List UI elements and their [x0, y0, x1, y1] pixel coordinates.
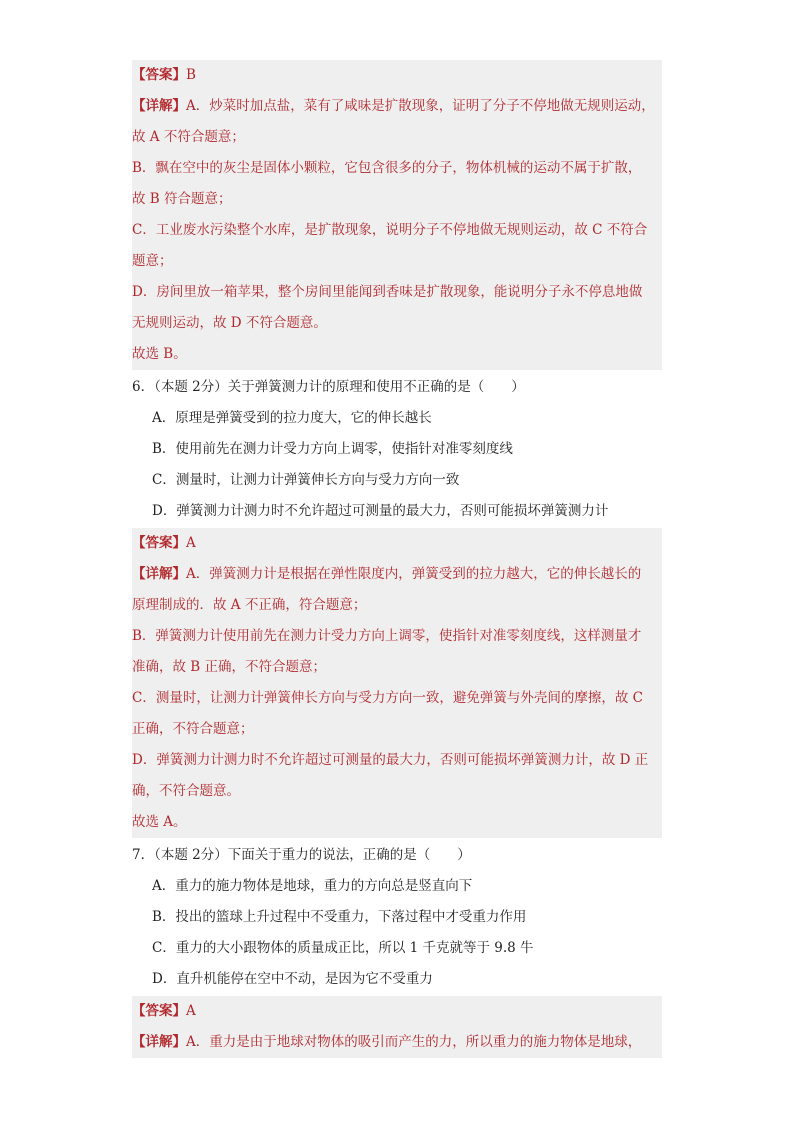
- detail-line: 故选 B。: [132, 339, 662, 370]
- detail-line: 故选 A。: [132, 807, 662, 838]
- answer-line: [132, 996, 662, 1027]
- question-7-option-d: D．直升机能停在空中不动，是因为它不受重力: [152, 971, 433, 987]
- answer-line: [132, 528, 662, 559]
- answer-value: A: [186, 1003, 196, 1019]
- detail-line: 准确，故 B 正确，不符合题意；: [132, 652, 662, 683]
- detail-line: 【详解】A．重力是由于地球对物体的吸引而产生的力，所以重力的施力物体是地球，: [132, 1027, 662, 1058]
- detail-tag: 【详解】: [132, 1034, 186, 1050]
- detail-line: 故 A 不符合题意；: [132, 122, 662, 153]
- answer-tag: 【答案】: [132, 1003, 186, 1019]
- detail-line: 【详解】A．炒菜时加点盐，菜有了咸味是扩散现象，证明了分子不停地做无规则运动，: [132, 91, 662, 122]
- question-6-option-a: A．原理是弹簧受到的拉力度大，它的伸长越长: [152, 410, 432, 426]
- question-6-option-c: C．测量时，让测力计弹簧伸长方向与受力方向一致: [152, 472, 460, 488]
- question-6-stem: 6．（本题 2分）关于弹簧测力计的原理和使用不正确的是（ ）: [132, 379, 525, 395]
- detail-line: 确，不符合题意。: [132, 776, 662, 807]
- detail-line: 【详解】A．弹簧测力计是根据在弹性限度内，弹簧受到的拉力越大，它的伸长越长的: [132, 559, 662, 590]
- detail-line: 原理制成的．故 A 不正确，符合题意；: [132, 590, 662, 621]
- detail-line: D．弹簧测力计测力时不允许超过可测量的最大力，否则可能损坏弹簧测力计，故 D 正: [132, 745, 662, 776]
- answer-tag: 【答案】: [132, 535, 186, 551]
- detail-line: 正确，不符合题意；: [132, 714, 662, 745]
- detail-line: C．测量时，让测力计弹簧伸长方向与受力方向一致，避免弹簧与外壳间的摩擦，故 C: [132, 683, 662, 714]
- detail-tag: 【详解】: [132, 566, 186, 582]
- question-7-stem: 7．（本题 2分）下面关于重力的说法，正确的是（ ）: [132, 847, 471, 863]
- question-6-option-b: B．使用前先在测力计受力方向上调零，使指针对准零刻度线: [152, 441, 513, 457]
- detail-line: C．工业废水污染整个水库，是扩散现象，说明分子不停地做无规则运动，故 C 不符合: [132, 215, 662, 246]
- answer-value: B: [186, 67, 196, 83]
- detail-line: B．飘在空中的灰尘是固体小颗粒，它包含很多的分子，物体机械的运动不属于扩散，: [132, 153, 662, 184]
- question-7-option-a: A．重力的施力物体是地球，重力的方向总是竖直向下: [152, 878, 473, 894]
- detail-line: D．房间里放一箱苹果，整个房间里能闻到香味是扩散现象，能说明分子永不停息地做: [132, 277, 662, 308]
- detail-line: 题意；: [132, 246, 662, 277]
- answer-value: A: [186, 535, 196, 551]
- answer-line: [132, 60, 662, 91]
- detail-tag: 【详解】: [132, 98, 186, 114]
- detail-line: 无规则运动，故 D 不符合题意。: [132, 308, 662, 339]
- question-7-option-b: B．投出的篮球上升过程中不受重力，下落过程中才受重力作用: [152, 909, 527, 925]
- detail-line: B．弹簧测力计使用前先在测力计受力方向上调零，使指针对准零刻度线，这样测量才: [132, 621, 662, 652]
- question-6-option-d: D．弹簧测力计测力时不允许超过可测量的最大力，否则可能损坏弹簧测力计: [152, 503, 609, 519]
- detail-line: 故 B 符合题意；: [132, 184, 662, 215]
- question-7-option-c: C．重力的大小跟物体的质量成正比，所以 1 千克就等于 9.8 牛: [152, 940, 534, 956]
- answer-tag: 【答案】: [132, 67, 186, 83]
